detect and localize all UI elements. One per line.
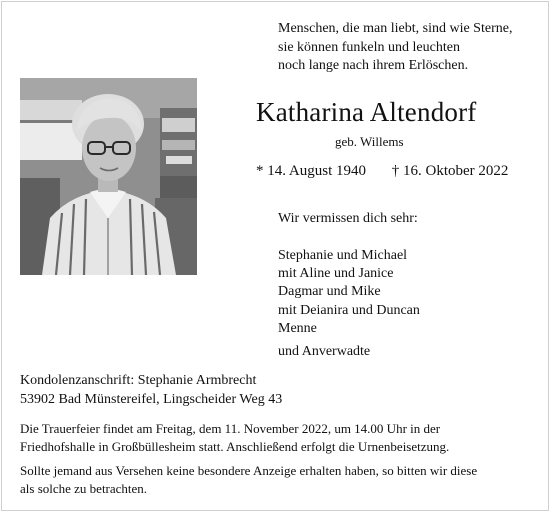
notice-line: als solche zu betrachten. [20,480,148,496]
portrait-photo [20,78,197,275]
quote-line: Menschen, die man liebt, sind wie Sterne, [278,21,513,36]
death-date: † 16. Oktober 2022 [391,163,509,179]
quote-line: sie können funkeln und leuchten [278,39,460,55]
funeral-info [20,420,449,455]
notice-info [20,462,477,497]
quote-line: noch lange nach ihrem Erlöschen. [278,58,469,73]
funeral-line: Die Trauerfeier findet am Freitag, dem 11. November 2022, um 14.00 Uhr in der [20,421,441,436]
condolence-address [20,371,282,409]
mourners-intro: Wir vermissen dich sehr: [278,211,418,226]
mourner-line: mit Aline und Janice [278,266,394,282]
mourner-line: Dagmar und Mike [278,284,381,300]
mourners-list [278,247,420,338]
mourner-line: Menne [278,320,317,336]
relatives-line: und Anverwadte [278,344,371,359]
life-dates [256,162,508,180]
condolence-line: 53902 Bad Münstereifel, Lingscheider Weg 43 [20,392,283,407]
deceased-name: Katharina Altendorf [256,97,477,127]
mourner-line: mit Deianira und Duncan [278,302,420,318]
condolence-line: Kondolenzanschrift: Stephanie Armbrecht [20,373,257,388]
funeral-line: Friedhofshalle in Großbüllesheim statt. Anschließend erfolgt die Urnenbeisetzung. [20,438,450,454]
notice-line: Sollte jemand aus Versehen keine besondere Anzeige erhalten haben, so bitten wir diese [20,463,478,478]
birth-date: * 14. August 1940 [256,163,367,179]
maiden-name: geb. Willems [335,134,404,149]
memorial-quote [278,20,512,76]
mourner-line: Stephanie und Michael [278,248,408,263]
